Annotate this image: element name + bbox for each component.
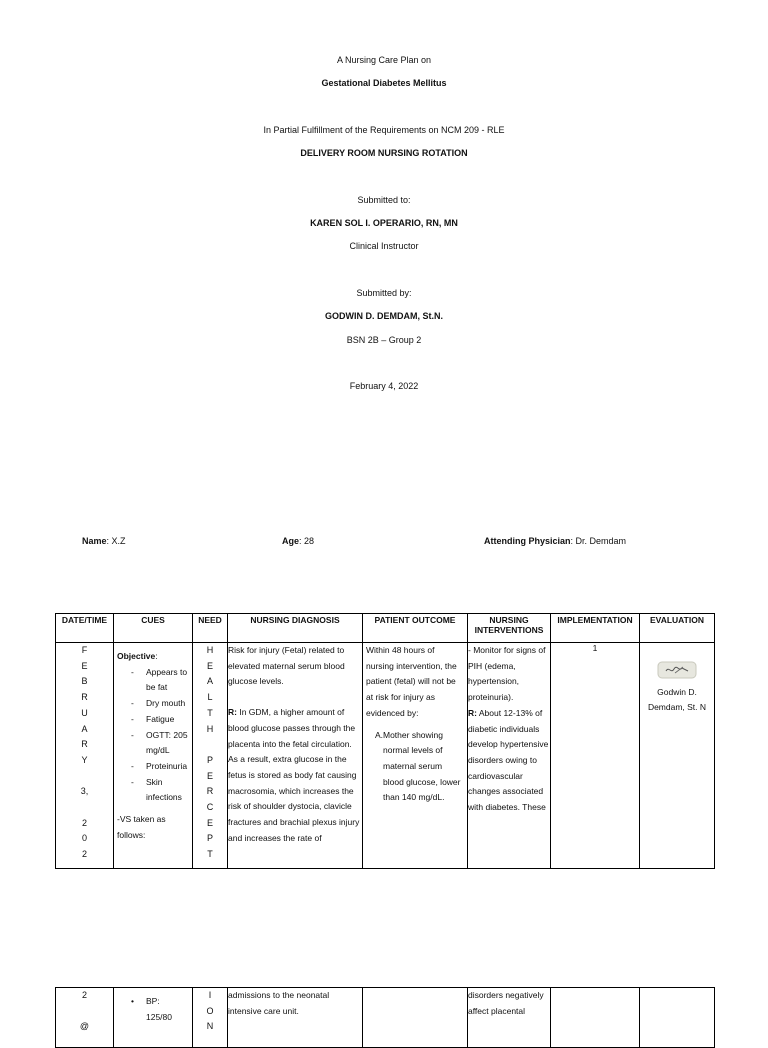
implementation-cell xyxy=(551,643,640,869)
document-title: Gestational Diabetes Mellitus xyxy=(321,78,447,88)
vertical-char: Y xyxy=(81,754,88,765)
vertical-char: T xyxy=(207,707,213,718)
vertical-char: 0 xyxy=(81,833,87,844)
vertical-char xyxy=(193,737,227,753)
need-vertical-text xyxy=(193,643,227,863)
header-datetime: DATE/TIME xyxy=(56,614,114,643)
cues-cell xyxy=(114,643,193,869)
vertical-char: N xyxy=(206,1021,214,1032)
rationale-label: R: xyxy=(468,707,477,718)
need-cell xyxy=(193,988,228,1048)
diagnosis-cell xyxy=(228,643,363,869)
patient-age-value: : 28 xyxy=(299,536,315,546)
table-row xyxy=(56,643,715,869)
header-interventions: NURSING INTERVENTIONS xyxy=(468,614,551,643)
implementation-cell xyxy=(551,988,640,1048)
list-item xyxy=(114,994,192,1025)
vertical-char: C xyxy=(206,802,214,813)
vertical-char: L xyxy=(207,692,213,703)
vertical-char: O xyxy=(206,1005,214,1016)
header-outcome: PATIENT OUTCOME xyxy=(363,614,468,643)
objective-label: Objective xyxy=(117,651,156,661)
intervention-rationale xyxy=(468,706,550,816)
outcome-criteria-list xyxy=(363,728,467,807)
rationale-text: About 12-13% of diabetic individuals develop hypertensive disorders owing to cardiovascular changes associated with diabetes. These xyxy=(468,707,549,813)
vertical-char: 2 xyxy=(81,817,87,828)
vertical-char: T xyxy=(207,849,213,860)
evaluation-cell xyxy=(640,643,715,869)
vertical-char: E xyxy=(206,660,213,671)
list-item: - Dry mouth xyxy=(114,696,189,712)
interventions-cell xyxy=(468,988,551,1048)
list-item: A. Mother showing normal levels of maternal serum blood glucose, lower than 140 mg/dL. xyxy=(363,728,467,807)
attending-physician xyxy=(484,536,626,547)
list-item: - Proteinuria xyxy=(114,759,189,775)
bp-value: 125/80 xyxy=(146,1011,172,1022)
vertical-char: 2 xyxy=(81,990,87,1000)
vertical-char: B xyxy=(81,676,88,687)
vital-signs-list xyxy=(114,988,192,1025)
diagnosis-rationale xyxy=(228,705,362,846)
patient-name-value: : X.Z xyxy=(106,536,126,546)
evaluator-name: Godwin D. Demdam, St. N xyxy=(647,686,707,713)
patient-age xyxy=(282,536,314,547)
interventions-cell xyxy=(468,643,551,869)
implementation-number: 1 xyxy=(592,643,598,653)
vertical-char xyxy=(56,769,113,785)
cues-cell xyxy=(114,988,193,1048)
vertical-char: 3, xyxy=(80,786,89,797)
vertical-char: E xyxy=(206,817,213,828)
datetime-vertical-text xyxy=(56,643,113,863)
objective-colon: : xyxy=(155,651,158,661)
table-row xyxy=(56,988,715,1048)
submitted-by-label: Submitted by: xyxy=(356,288,412,298)
section-label: BSN 2B – Group 2 xyxy=(346,335,422,345)
vertical-char: R xyxy=(206,786,214,797)
outcome-cell xyxy=(363,643,468,869)
list-item: - Fatigue xyxy=(114,712,189,728)
vertical-char: U xyxy=(81,707,88,718)
diagnosis-text: admissions to the neonatal intensive care unit. xyxy=(228,990,330,1016)
title-line-1: A Nursing Care Plan on xyxy=(336,55,432,65)
fulfillment-line: In Partial Fulfillment of the Requirements on NCM 209 - RLE xyxy=(263,125,505,135)
instructor-title: Clinical Instructor xyxy=(349,241,419,251)
physician-value: : Dr. Demdam xyxy=(570,536,627,546)
objective-cues-list xyxy=(114,665,192,806)
care-plan-table-continued xyxy=(55,987,715,1048)
header-evaluation: EVALUATION xyxy=(640,614,715,643)
vertical-char: P xyxy=(206,754,213,765)
list-item: - Skin infections xyxy=(114,775,189,806)
vertical-char: F xyxy=(81,645,88,655)
diagnosis-text: Risk for injury (Fetal) related to elevated maternal serum blood glucose levels. xyxy=(228,645,345,687)
datetime-cell xyxy=(56,643,114,869)
submission-date: February 4, 2022 xyxy=(349,381,419,391)
vertical-char: E xyxy=(206,770,213,781)
objective-heading xyxy=(114,643,192,665)
diagnosis-cell xyxy=(228,988,363,1048)
vertical-char: R xyxy=(81,692,88,703)
header-implementation: IMPLEMENTATION xyxy=(551,614,640,643)
patient-name-label: Name xyxy=(82,536,107,546)
table-header-row xyxy=(56,614,715,643)
vertical-char: A xyxy=(81,723,88,734)
vertical-char: @ xyxy=(79,1021,90,1032)
physician-label: Attending Physician xyxy=(484,536,571,546)
instructor-name: KAREN SOL I. OPERARIO, RN, MN xyxy=(310,218,458,228)
header-diagnosis: NURSING DIAGNOSIS xyxy=(228,614,363,643)
patient-age-label: Age xyxy=(282,536,300,546)
vital-signs-text: -VS taken as follows: xyxy=(117,814,166,840)
vertical-char: E xyxy=(81,660,88,671)
vertical-char: I xyxy=(208,990,212,1000)
vertical-char xyxy=(56,800,113,816)
rationale-label: R: xyxy=(228,707,237,718)
evaluation-cell xyxy=(640,988,715,1048)
signature-icon xyxy=(657,661,697,679)
care-plan-table xyxy=(55,613,715,869)
list-item: - OGTT: 205 mg/dL xyxy=(114,728,189,759)
intervention-text: disorders negatively affect placental xyxy=(468,990,544,1016)
outcome-text: Within 48 hours of nursing intervention, the patient (fetal) will not be at risk for injury as evidenced by: xyxy=(366,645,457,718)
datetime-vertical-text xyxy=(56,988,113,1035)
need-cell xyxy=(193,643,228,869)
header-need: NEED xyxy=(193,614,228,643)
outcome-cell xyxy=(363,988,468,1048)
header-cues: CUES xyxy=(114,614,193,643)
signature-wrap xyxy=(640,643,714,685)
rationale-text: In GDM, a higher amount of blood glucose passes through the placenta into the fetal circulation. As a result, extra glucose in the fetus is stored as body fat causing macrosomia, which increases the risk of shoulder dystocia, clavicle fractures and brachial plexus injury and increases the rate of xyxy=(228,707,360,843)
need-vertical-text xyxy=(193,988,227,1035)
vertical-char: R xyxy=(81,739,88,750)
patient-name xyxy=(82,536,126,547)
datetime-cell xyxy=(56,988,114,1048)
vertical-char: P xyxy=(206,833,213,844)
rotation-title: DELIVERY ROOM NURSING ROTATION xyxy=(300,148,468,158)
vertical-char: H xyxy=(206,645,214,655)
bp-label: BP: xyxy=(146,996,160,1006)
vertical-char xyxy=(56,1004,113,1020)
vertical-char: A xyxy=(206,676,213,687)
list-item: - Appears to be fat xyxy=(114,665,189,696)
submitted-to-label: Submitted to: xyxy=(357,195,411,205)
vertical-char: H xyxy=(206,723,214,734)
vertical-char: 2 xyxy=(81,849,87,860)
intervention-text: - Monitor for signs of PIH (edema, hypertension, proteinuria). xyxy=(468,645,546,703)
student-name: GODWIN D. DEMDAM, St.N. xyxy=(325,311,443,321)
